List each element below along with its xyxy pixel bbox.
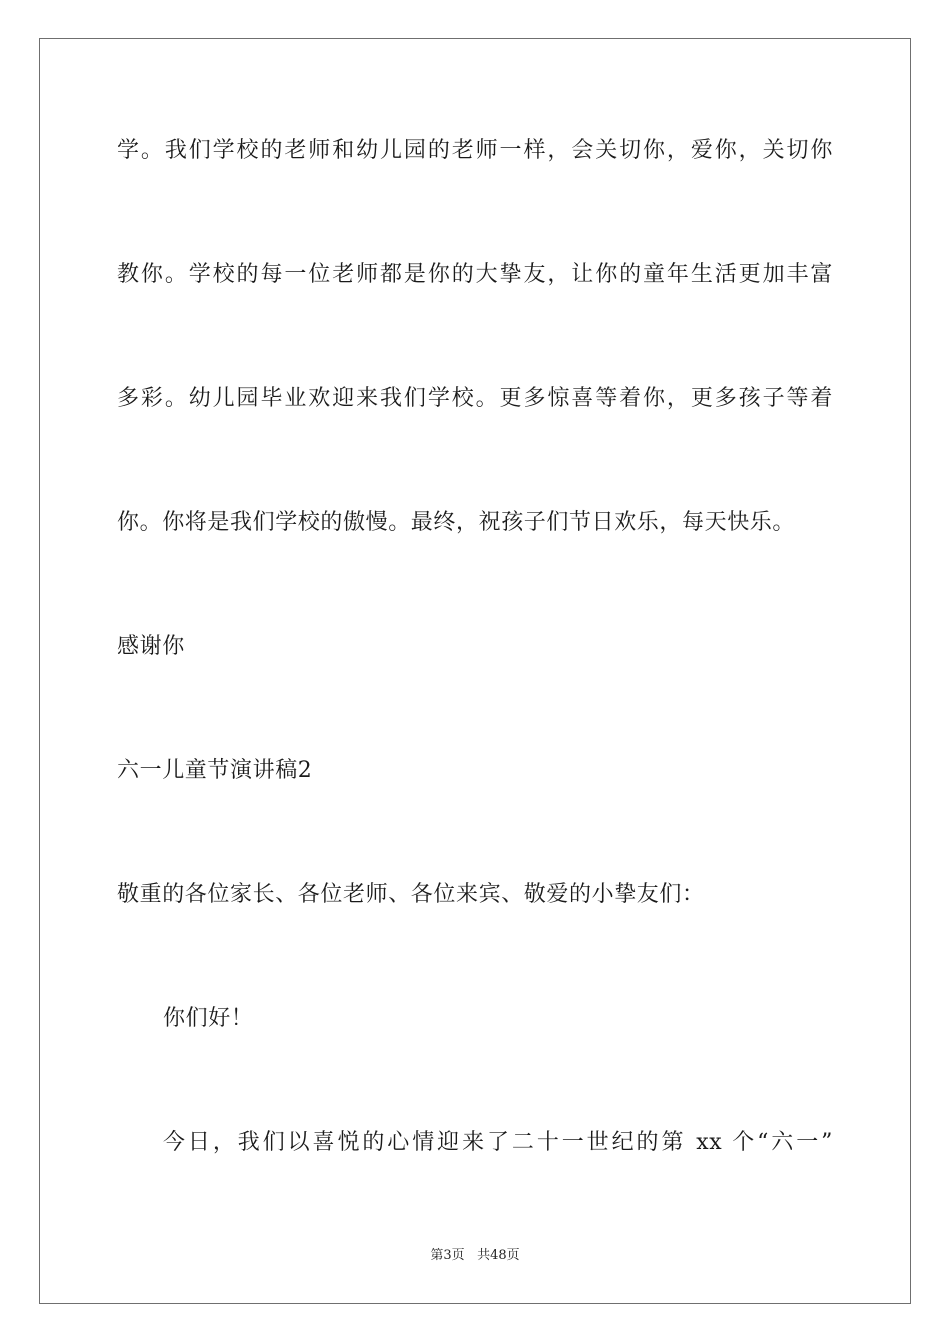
page-total: 共48页 xyxy=(477,1248,520,1263)
page-frame xyxy=(39,38,911,1304)
page-number: 第3页 xyxy=(430,1248,465,1263)
page-footer xyxy=(0,1247,950,1265)
paragraph-line: 今日，我们以喜悦的心情迎来了二十一世纪的第 xx 个“六一” xyxy=(163,1130,833,1155)
paragraph-line: 多彩。幼儿园毕业欢迎来我们学校。更多惊喜等着你，更多孩子等着 xyxy=(117,386,833,411)
section-heading: 六一儿童节演讲稿2 xyxy=(117,758,313,783)
greeting-line: 你们好！ xyxy=(163,1006,254,1031)
paragraph-line: 你。你将是我们学校的傲慢。最终，祝孩子们节日欢乐，每天快乐。 xyxy=(117,510,796,535)
paragraph-line: 学。我们学校的老师和幼儿园的老师一样，会关切你，爱你，关切你 xyxy=(117,138,833,163)
paragraph-line: 教你。学校的每一位老师都是你的大挚友，让你的童年生活更加丰富 xyxy=(117,262,833,287)
closing-line: 感谢你 xyxy=(117,634,185,659)
salutation-line: 敬重的各位家长、各位老师、各位来宾、敬爱的小挚友们： xyxy=(117,882,705,907)
